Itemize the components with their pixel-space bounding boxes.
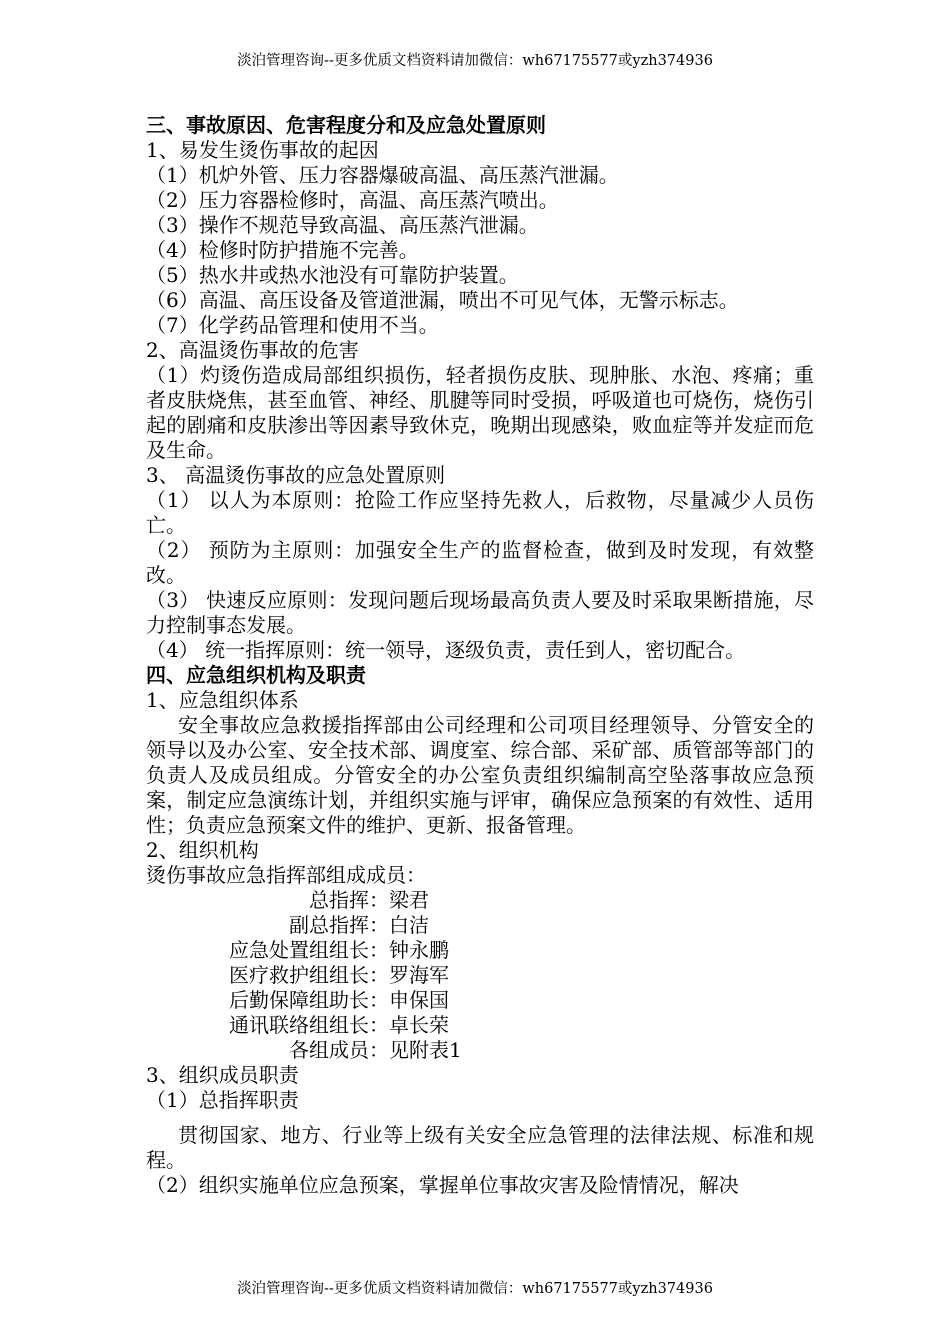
section4-sub2-title: 2、组织机构	[146, 838, 259, 862]
section4-sub3-title: 3、组织成员职责	[146, 1063, 299, 1087]
roster-role: 副总指挥：	[289, 913, 389, 937]
principle-item: （4） 统一指挥原则：统一领导，逐级负责，责任到人，密切配合。	[146, 638, 746, 662]
roster-name: 钟永鹏	[389, 938, 449, 962]
cause-item: （1）机炉外管、压力容器爆破高温、高压蒸汽泄漏。	[146, 163, 619, 187]
cause-item: （6）高温、高压设备及管道泄漏，喷出不可见气体，无警示标志。	[146, 288, 739, 312]
section3-sub1-title: 1、易发生烫伤事故的起因	[146, 138, 379, 162]
document-body	[146, 113, 814, 1198]
cause-item: （3）操作不规范导致高温、高压蒸汽泄漏。	[146, 213, 539, 237]
section3-sub2-title: 2、高温烫伤事故的危害	[146, 338, 359, 362]
roster-row	[146, 913, 814, 938]
roster-name: 见附表1	[389, 1038, 462, 1062]
roster-name: 申保国	[389, 988, 449, 1012]
principle-item: （2） 预防为主原则：加强安全生产的监督检查，做到及时发现，有效整改。	[146, 538, 814, 587]
roster-role: 应急处置组组长：	[229, 938, 389, 962]
system-paragraph: 安全事故应急救援指挥部由公司经理和公司项目经理领导、分管安全的领导以及办公室、安全技术部、调度室、综合部、采矿部、质管部等部门的负责人及成员组成。分管安全的办公室负责组织编制高空坠落事故应急预案，制定应急演练计划，并组织实施与评审，确保应急预案的有效性、适用性；负责应急预案文件的维护、更新、报备管理。	[146, 713, 814, 837]
roster-row	[146, 988, 814, 1013]
page-header: 淡泊管理咨询--更多优质文档资料请加微信：wh67175577或yzh374936	[237, 53, 713, 69]
section4-sub1-title: 1、应急组织体系	[146, 688, 299, 712]
roster-name: 罗海军	[389, 963, 449, 987]
roster-row	[146, 888, 814, 913]
cause-item: （2）压力容器检修时，高温、高压蒸汽喷出。	[146, 188, 559, 212]
duty1-title: （1）总指挥职责	[146, 1088, 299, 1112]
roster-row	[146, 938, 814, 963]
cause-item: （4）检修时防护措施不完善。	[146, 238, 419, 262]
duty2-line: （2）组织实施单位应急预案，掌握单位事故灾害及险情情况，解决	[146, 1173, 739, 1197]
section4-title: 四、应急组织机构及职责	[146, 663, 366, 687]
roster-name: 梁君	[389, 888, 429, 912]
roster-title: 烫伤事故应急指挥部组成成员：	[146, 863, 426, 887]
section3-title: 三、事故原因、危害程度分和及应急处置原则	[146, 113, 546, 137]
roster-list	[146, 888, 814, 1063]
roster-role: 总指挥：	[309, 888, 389, 912]
roster-role: 各组成员：	[289, 1038, 389, 1062]
section3-sub3-title: 3、 高温烫伤事故的应急处置原则	[146, 463, 446, 487]
roster-role: 通讯联络组组长：	[229, 1013, 389, 1037]
page-footer: 淡泊管理咨询--更多优质文档资料请加微信：wh67175577或yzh374936	[237, 1281, 713, 1297]
roster-role: 后勤保障组助长：	[229, 988, 389, 1012]
principle-item: （1） 以人为本原则：抢险工作应坚持先救人，后救物，尽量减少人员伤亡。	[146, 488, 814, 537]
roster-name: 白洁	[389, 913, 429, 937]
cause-item: （5）热水井或热水池没有可靠防护装置。	[146, 263, 519, 287]
roster-row	[146, 1013, 814, 1038]
cause-item: （7）化学药品管理和使用不当。	[146, 313, 439, 337]
roster-name: 卓长荣	[389, 1013, 449, 1037]
roster-row	[146, 963, 814, 988]
roster-role: 医疗救护组组长：	[229, 963, 389, 987]
harm-paragraph: （1）灼烫伤造成局部组织损伤，轻者损伤皮肤、现肿胀、水泡、疼痛；重者皮肤烧焦，甚至血管、神经、肌腱等同时受损，呼吸道也可烧伤，烧伤引起的剧痛和皮肤渗出等因素导致休克，晚期出现感染，败血症等并发症而危及生命。	[146, 363, 814, 462]
roster-row	[146, 1038, 814, 1063]
duty1-paragraph: 贯彻国家、地方、行业等上级有关安全应急管理的法律法规、标准和规程。	[146, 1123, 814, 1172]
principle-item: （3） 快速反应原则：发现问题后现场最高负责人要及时采取果断措施，尽力控制事态发展。	[146, 588, 814, 637]
